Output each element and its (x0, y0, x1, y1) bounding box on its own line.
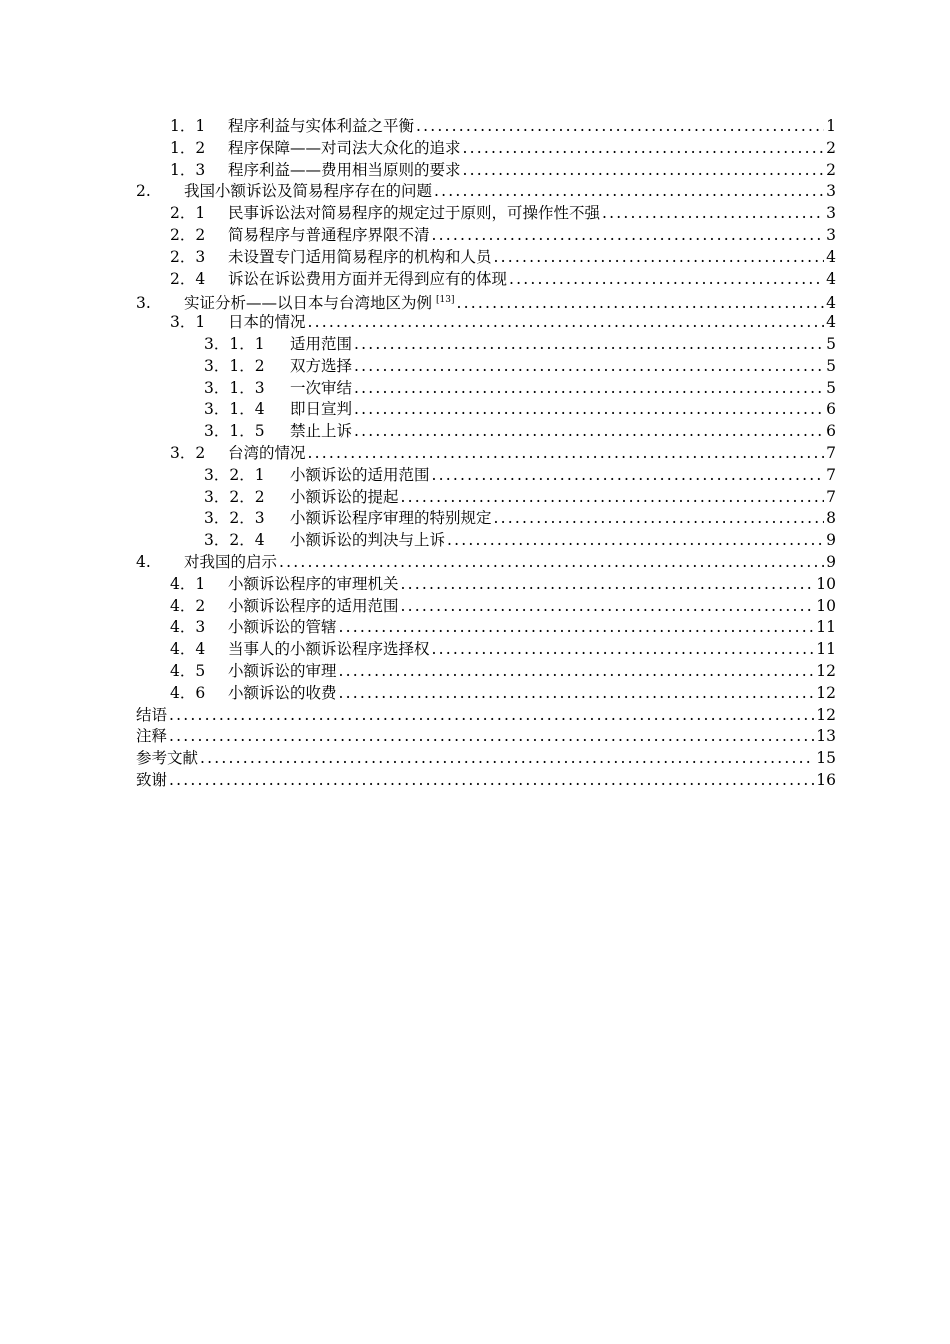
toc-entry-title (290, 465, 430, 487)
toc-entry-number: 2．3 (170, 247, 206, 266)
dot-leader (169, 726, 814, 748)
dot-leader (169, 705, 814, 727)
toc-entry-title (290, 487, 399, 509)
toc-entry[interactable] (204, 487, 836, 509)
dot-leader (401, 574, 815, 596)
toc-entry[interactable] (204, 530, 836, 552)
toc-entry[interactable] (170, 596, 836, 618)
toc-entry-number: 4. (136, 552, 151, 571)
toc-entry-title-text: 小额诉讼的审理 (228, 661, 337, 680)
dot-leader (447, 530, 824, 552)
toc-entry-title (228, 596, 399, 618)
toc-entry-title (228, 574, 399, 596)
toc-entry-title-text: 小额诉讼程序的适用范围 (228, 596, 399, 615)
toc-entry-page-number: 1 (826, 117, 836, 135)
toc-entry[interactable] (136, 748, 836, 770)
toc-entry-number: 2. (136, 182, 151, 201)
toc-entry-number: 1．2 (170, 138, 206, 157)
dot-leader (308, 312, 825, 334)
toc-entry-page-number: 4 (826, 313, 836, 332)
toc-entry-title-text: 小额诉讼的判决与上诉 (290, 531, 446, 550)
dot-leader (279, 552, 824, 574)
toc-entry-number: 4．6 (170, 683, 206, 702)
dot-leader (200, 748, 814, 770)
toc-entry-page-number: 7 (826, 443, 836, 462)
toc-entry-page-number: 4 (826, 269, 836, 288)
toc-entry-number: 3．2 (170, 443, 206, 462)
toc-entry-page-number: 3 (826, 204, 836, 223)
toc-entry-page-number: 11 (816, 640, 836, 659)
dot-leader (602, 203, 824, 225)
dot-leader (494, 508, 825, 530)
toc-entry-title (228, 661, 337, 683)
toc-entry-title (184, 290, 455, 312)
toc-entry-title-text: 台湾的情况 (228, 443, 306, 462)
toc-entry-page-number: 11 (816, 618, 836, 637)
toc-entry-number: 3．2．1 (204, 465, 265, 484)
toc-entry-page-number: 10 (816, 596, 836, 615)
toc-entry-title-text: 诉讼在诉讼费用方面并无得到应有的体现 (228, 269, 508, 288)
toc-entry-title-text: 我国小额诉讼及简易程序存在的问题 (184, 182, 433, 201)
toc-entry-page-number: 7 (826, 465, 836, 484)
toc-entry-number: 2．2 (170, 225, 206, 244)
toc-entry-title-text: 小额诉讼的适用范围 (290, 465, 430, 484)
toc-entry-number: 4．2 (170, 596, 206, 615)
toc-entry-title-text: 程序利益——费用相当原则的要求 (228, 160, 461, 179)
dot-leader (308, 443, 825, 465)
toc-entry-title (228, 116, 414, 138)
dot-leader (339, 683, 815, 705)
toc-entry-title (290, 421, 352, 443)
toc-entry-title (228, 639, 430, 661)
toc-entry-title-text: 实证分析——以日本与台湾地区为例 (184, 294, 433, 313)
citation-superscript: [13] (436, 295, 455, 306)
toc-entry-title-text: 结语 (136, 705, 168, 724)
toc-entry-title (290, 399, 352, 421)
toc-entry-number: 4．3 (170, 618, 206, 637)
toc-entry-page-number: 2 (826, 160, 836, 179)
toc-entry-title (290, 508, 492, 530)
toc-entry-title (290, 530, 445, 552)
toc-entry-page-number: 13 (816, 727, 836, 746)
dot-leader (401, 487, 825, 509)
toc-entry-page-number: 16 (816, 770, 836, 789)
toc-entry-page-number: 10 (816, 574, 836, 593)
toc-entry-number: 3．2．4 (204, 531, 265, 550)
toc-entry[interactable] (136, 705, 836, 727)
toc-entry-title-text: 致谢 (136, 770, 168, 789)
dot-leader (354, 378, 824, 400)
dot-leader (463, 160, 825, 182)
toc-entry-page-number: 6 (826, 422, 836, 441)
toc-entry-number: 1．1 (170, 117, 206, 135)
toc-entry-page-number: 2 (826, 138, 836, 157)
toc-entry[interactable] (204, 421, 836, 443)
toc-entry[interactable] (170, 661, 836, 683)
dot-leader (354, 356, 824, 378)
toc-entry[interactable] (204, 399, 836, 421)
toc-entry-title-text: 注释 (136, 727, 168, 746)
toc-entry-title (228, 683, 337, 705)
dot-leader (494, 247, 825, 269)
toc-entry[interactable] (170, 574, 836, 596)
toc-entry-title-text: 小额诉讼程序审理的特别规定 (290, 509, 492, 528)
toc-entry[interactable] (170, 116, 836, 138)
dot-leader (354, 399, 824, 421)
dot-leader (354, 421, 824, 443)
toc-entry[interactable] (170, 683, 836, 705)
toc-entry-title-text: 禁止上诉 (290, 422, 353, 441)
toc-entry-number: 3．1．4 (204, 400, 265, 419)
toc-entry-number: 3．1．1 (204, 334, 265, 353)
toc-entry-title (136, 705, 167, 727)
toc-entry[interactable] (170, 138, 836, 160)
dot-leader (354, 334, 824, 356)
toc-entry-title-text: 参考文献 (136, 749, 199, 768)
toc-entry-title-text: 民事诉讼法对简易程序的规定过于原则，可操作性不强 (228, 204, 601, 223)
toc-entry-number: 4．1 (170, 574, 206, 593)
toc-entry-number: 3．2．3 (204, 509, 265, 528)
toc-entry-title-text: 适用范围 (290, 334, 353, 353)
toc-entry-title-text: 小额诉讼的提起 (290, 487, 399, 506)
dot-leader (339, 617, 815, 639)
toc-entry-title-text: 日本的情况 (228, 313, 306, 332)
toc-entry-title-text: 小额诉讼程序的审理机关 (228, 574, 399, 593)
toc-entry-title-text: 对我国的启示 (184, 552, 278, 571)
toc-entry-title (136, 748, 198, 770)
dot-leader (401, 596, 815, 618)
toc-entry[interactable] (136, 181, 836, 203)
toc-entry-number: 3．1．5 (204, 422, 265, 441)
toc-entry-title (184, 552, 277, 574)
toc-entry[interactable] (170, 639, 836, 661)
toc-entry[interactable] (204, 334, 836, 356)
toc-entry-title-text: 一次审结 (290, 378, 353, 397)
toc-entry-title-text: 简易程序与普通程序界限不清 (228, 225, 430, 244)
toc-entry[interactable] (170, 225, 836, 247)
toc-entry-title (228, 138, 461, 160)
toc-entry-number: 3．1 (170, 313, 206, 332)
dot-leader (509, 269, 824, 291)
dot-leader (457, 293, 825, 312)
toc-entry-number: 3．1．3 (204, 378, 265, 397)
toc-entry[interactable] (204, 508, 836, 530)
toc-entry[interactable] (170, 312, 836, 334)
toc-entry[interactable] (136, 726, 836, 748)
toc-entry-title-text: 小额诉讼的收费 (228, 683, 337, 702)
dot-leader (169, 770, 814, 792)
toc-entry-number: 3．2．2 (204, 487, 265, 506)
toc-entry[interactable] (136, 552, 836, 574)
toc-entry[interactable] (204, 465, 836, 487)
toc-entry-page-number: 4 (826, 247, 836, 266)
toc-entry[interactable] (170, 203, 836, 225)
dot-leader (339, 661, 815, 683)
toc-entry-page-number: 7 (826, 487, 836, 506)
toc-entry-title (136, 770, 167, 792)
toc-entry-title (228, 312, 306, 334)
toc-entry-title (228, 225, 430, 247)
table-of-contents (0, 116, 950, 792)
dot-leader (416, 116, 824, 138)
toc-entry-title-text: 双方选择 (290, 356, 353, 375)
toc-entry-page-number: 12 (816, 661, 836, 680)
toc-entry-page-number: 3 (826, 182, 836, 201)
toc-entry-page-number: 9 (826, 531, 836, 550)
toc-entry[interactable] (170, 160, 836, 182)
toc-entry-page-number: 9 (826, 552, 836, 571)
toc-entry-page-number: 15 (816, 749, 836, 768)
toc-entry-title (228, 617, 337, 639)
toc-entry-title (228, 443, 306, 465)
toc-entry-number: 2．4 (170, 269, 206, 288)
dot-leader (434, 181, 824, 203)
toc-entry-number: 3. (136, 294, 151, 313)
toc-entry-number: 3．1．2 (204, 356, 265, 375)
toc-entry-number: 4．4 (170, 640, 206, 659)
toc-entry-page-number: 8 (826, 509, 836, 528)
toc-entry-title (290, 334, 352, 356)
toc-entry-page-number: 12 (816, 683, 836, 702)
dot-leader (432, 465, 825, 487)
toc-entry[interactable] (170, 443, 836, 465)
dot-leader (463, 138, 825, 160)
toc-entry-page-number: 12 (816, 705, 836, 724)
toc-entry-page-number: 3 (826, 225, 836, 244)
toc-entry-number: 1．3 (170, 160, 206, 179)
toc-entry-title (290, 378, 352, 400)
toc-entry-page-number: 5 (826, 378, 836, 397)
toc-entry[interactable] (170, 247, 836, 269)
dot-leader (432, 639, 815, 661)
toc-entry-title-text: 程序利益与实体利益之平衡 (228, 117, 415, 135)
dot-leader (432, 225, 825, 247)
toc-entry-title-text: 当事人的小额诉讼程序选择权 (228, 640, 430, 659)
toc-entry-title (228, 247, 492, 269)
toc-entry-page-number: 5 (826, 334, 836, 353)
toc-entry-title (136, 726, 167, 748)
toc-entry-title (184, 181, 432, 203)
toc-entry-number: 4．5 (170, 661, 206, 680)
toc-entry-number: 2．1 (170, 204, 206, 223)
toc-entry-page-number: 6 (826, 400, 836, 419)
toc-entry-title-text: 程序保障——对司法大众化的追求 (228, 138, 461, 157)
toc-entry[interactable] (204, 378, 836, 400)
toc-entry-title (228, 269, 507, 291)
toc-entry-title (228, 160, 461, 182)
toc-entry-title-text: 未设置专门适用简易程序的机构和人员 (228, 247, 492, 266)
toc-entry-title (228, 203, 600, 225)
toc-entry[interactable] (136, 770, 836, 792)
toc-entry[interactable] (204, 356, 836, 378)
toc-entry[interactable] (170, 269, 836, 291)
toc-entry[interactable] (136, 290, 836, 312)
toc-entry-title-text: 小额诉讼的管辖 (228, 618, 337, 637)
toc-entry-title (290, 356, 352, 378)
toc-entry-page-number: 5 (826, 356, 836, 375)
toc-entry[interactable] (170, 617, 836, 639)
toc-entry-title-text: 即日宣判 (290, 400, 353, 419)
toc-entry-page-number: 4 (826, 294, 836, 313)
